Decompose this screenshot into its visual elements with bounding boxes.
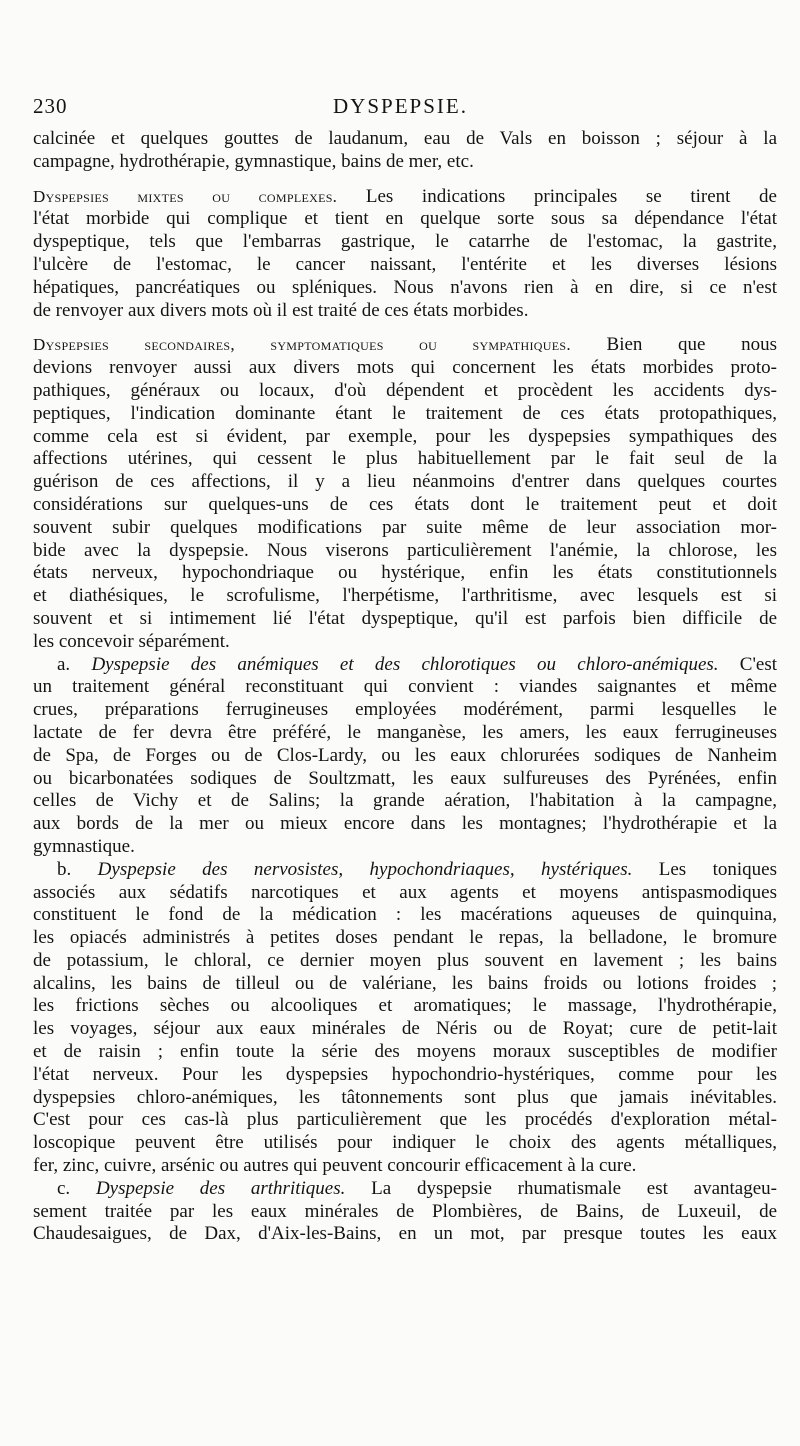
text-line: ou bicarbonatées sodiques de Soultzmatt, les eaux sulfureuses des Pyrénées, enfin bbox=[33, 767, 777, 789]
body-text bbox=[33, 128, 777, 1246]
text-line: gymnastique. bbox=[33, 835, 135, 857]
page-number: 230 bbox=[33, 94, 68, 118]
text-line: loscopique peuvent être utilisés pour indiquer le choix des agents métalliques, bbox=[33, 1132, 777, 1154]
section-mixed-dyspepsia bbox=[33, 186, 777, 323]
text-line: de Spa, de Forges ou de Clos-Lardy, ou les eaux chlorurées sodiques de Nanheim bbox=[33, 744, 777, 766]
text-line: Dyspepsies mixtes ou complexes. Les indications principales se tirent de bbox=[33, 185, 777, 207]
text-line: dyspepsies chloro-anémiques, les tâtonnements sont plus que jamais inévitables. bbox=[33, 1086, 777, 1108]
text-line: hépatiques, pancréatiques ou spléniques. Nous n'avons rien à en dire, si ce n'est bbox=[33, 276, 777, 298]
text-line: souvent et si intimement lié l'état dyspeptique, qu'il est parfois bien difficile de bbox=[33, 607, 777, 629]
text-line: affections utérines, qui cessent le plus habituellement par le fait seul de la bbox=[33, 448, 777, 470]
text-line: guérison de ces affections, il y a lieu néanmoins d'entrer dans quelques courtes bbox=[33, 471, 777, 493]
text-line: calcinée et quelques gouttes de laudanum, eau de Vals en boisson ; séjour à la bbox=[33, 128, 777, 149]
text-line: lactate de fer devra être préféré, le manganèse, les amers, les eaux ferrugineuses bbox=[33, 721, 777, 743]
text-line: les opiacés administrés à petites doses pendant le repas, la belladone, le bromure bbox=[33, 927, 777, 949]
text-line: constituent le fond de la médication : les macérations aqueuses de quinquina, bbox=[33, 904, 777, 926]
text-line: alcalins, les bains de tilleul ou de valériane, les bains froids ou lotions froides ; bbox=[33, 972, 777, 994]
text-line: l'état nerveux. Pour les dyspepsies hypochondrio-hystériques, comme pour les bbox=[33, 1063, 777, 1085]
text-line: fer, zinc, cuivre, arsénic ou autres qui peuvent concourir efficacement à la cure. bbox=[33, 1155, 637, 1177]
section-heading: Dyspepsies secondaires, symptomatiques ou sympathiques. bbox=[33, 335, 571, 355]
text-line: les voyages, séjour aux eaux minérales de Néris ou de Royat; cure de petit-lait bbox=[33, 1018, 777, 1040]
text-line: souvent subir quelques modifications par suite même de leur association mor- bbox=[33, 516, 777, 538]
text-line: l'état morbide qui complique et tient en quelque sorte sous sa dépendance l'état bbox=[33, 208, 777, 230]
item-label: b. bbox=[57, 858, 72, 880]
text-line: associés aux sédatifs narcotiques et aux agents et moyens antispasmodiques bbox=[33, 881, 777, 903]
text-line: considérations sur quelques-uns de ces états dont le traitement peut et doit bbox=[33, 493, 777, 515]
page-header bbox=[33, 94, 777, 124]
text-line: les concevoir séparément. bbox=[33, 630, 230, 652]
text-line: b. Dyspepsie des nervosistes, hypochondriaques, hystériques. Les toniques bbox=[57, 858, 777, 880]
paragraph-continuation bbox=[33, 128, 777, 174]
subsection-a bbox=[33, 654, 777, 859]
text-line: et de raisin ; enfin toute la série des moyens moraux susceptibles de modifier bbox=[33, 1041, 777, 1063]
running-title: DYSPEPSIE. bbox=[333, 94, 468, 118]
text-line: Chaudesaigues, de Dax, d'Aix-les-Bains, en un mot, par presque toutes les eaux bbox=[33, 1223, 777, 1245]
text-line: a. Dyspepsie des anémiques et des chlorotiques ou chloro-anémiques. C'est bbox=[57, 653, 777, 675]
text-line: comme cela est si évident, par exemple, pour les dyspepsies sympathiques des bbox=[33, 425, 777, 447]
section-heading: Dyspepsies mixtes ou complexes. bbox=[33, 186, 338, 206]
text-line: crues, préparations ferrugineuses employées modérément, parmi lesquelles le bbox=[33, 699, 777, 721]
text-line: devions renvoyer aussi aux divers mots qui concernent les états morbides proto- bbox=[33, 357, 777, 379]
text-line: campagne, hydrothérapie, gymnastique, bains de mer, etc. bbox=[33, 150, 474, 172]
item-label: c. bbox=[57, 1177, 71, 1199]
text-line: de renvoyer aux divers mots où il est traité de ces états morbides. bbox=[33, 299, 529, 321]
text-line: C'est pour ces cas-là plus particulièrement que les procédés d'exploration métal- bbox=[33, 1109, 777, 1131]
text-line: aux bords de la mer ou mieux encore dans les montagnes; l'hydrothérapie et la bbox=[33, 813, 777, 835]
text-line: sement traitée par les eaux minérales de Plombières, de Bains, de Luxeuil, de bbox=[33, 1200, 777, 1222]
text-line: états nerveux, hypochondriaque ou hystérique, enfin les états constitutionnels bbox=[33, 562, 777, 584]
text-line: les frictions sèches ou alcooliques et aromatiques; le massage, l'hydrothérapie, bbox=[33, 995, 777, 1017]
subsection-title: Dyspepsie des arthritiques. bbox=[95, 1177, 346, 1199]
subsection-b bbox=[33, 859, 777, 1178]
item-label: a. bbox=[57, 653, 71, 675]
subsection-c bbox=[33, 1178, 777, 1246]
text-line: de potassium, le chloral, ce dernier moyen plus souvent en lavement ; les bains bbox=[33, 949, 777, 971]
subsection-title: Dyspepsie des nervosistes, hypochondriaques, hystériques. bbox=[97, 858, 633, 880]
text-line: et diathésiques, le scrofulisme, l'herpétisme, l'arthritisme, avec lesquels est si bbox=[33, 585, 777, 607]
text-line: celles de Vichy et de Salins; la grande aération, l'habitation à la campagne, bbox=[33, 790, 777, 812]
text-line: pathiques, généraux ou locaux, d'où dépendent et procèdent les accidents dys- bbox=[33, 379, 777, 401]
text-line: peptiques, l'indication dominante étant le traitement de ces états protopathiques, bbox=[33, 402, 777, 424]
text-line: l'ulcère de l'estomac, le cancer naissant, l'entérite et les diverses lésions bbox=[33, 253, 777, 275]
text-line: dyspeptique, tels que l'embarras gastrique, le catarrhe de l'estomac, la gastrite, bbox=[33, 231, 777, 253]
subsection-title: Dyspepsie des anémiques et des chlorotiques ou chloro-anémiques. bbox=[91, 653, 719, 675]
text-line: Dyspepsies secondaires, symptomatiques ou sympathiques. Bien que nous bbox=[33, 334, 777, 356]
section-secondary-dyspepsia bbox=[33, 334, 777, 653]
text-line: bide avec la dyspepsie. Nous viserons particulièrement l'anémie, la chlorose, les bbox=[33, 539, 777, 561]
text-line: c. Dyspepsie des arthritiques. La dyspepsie rhumatismale est avantageu- bbox=[57, 1177, 777, 1199]
text-line: un traitement général reconstituant qui convient : viandes saignantes et même bbox=[33, 676, 777, 698]
